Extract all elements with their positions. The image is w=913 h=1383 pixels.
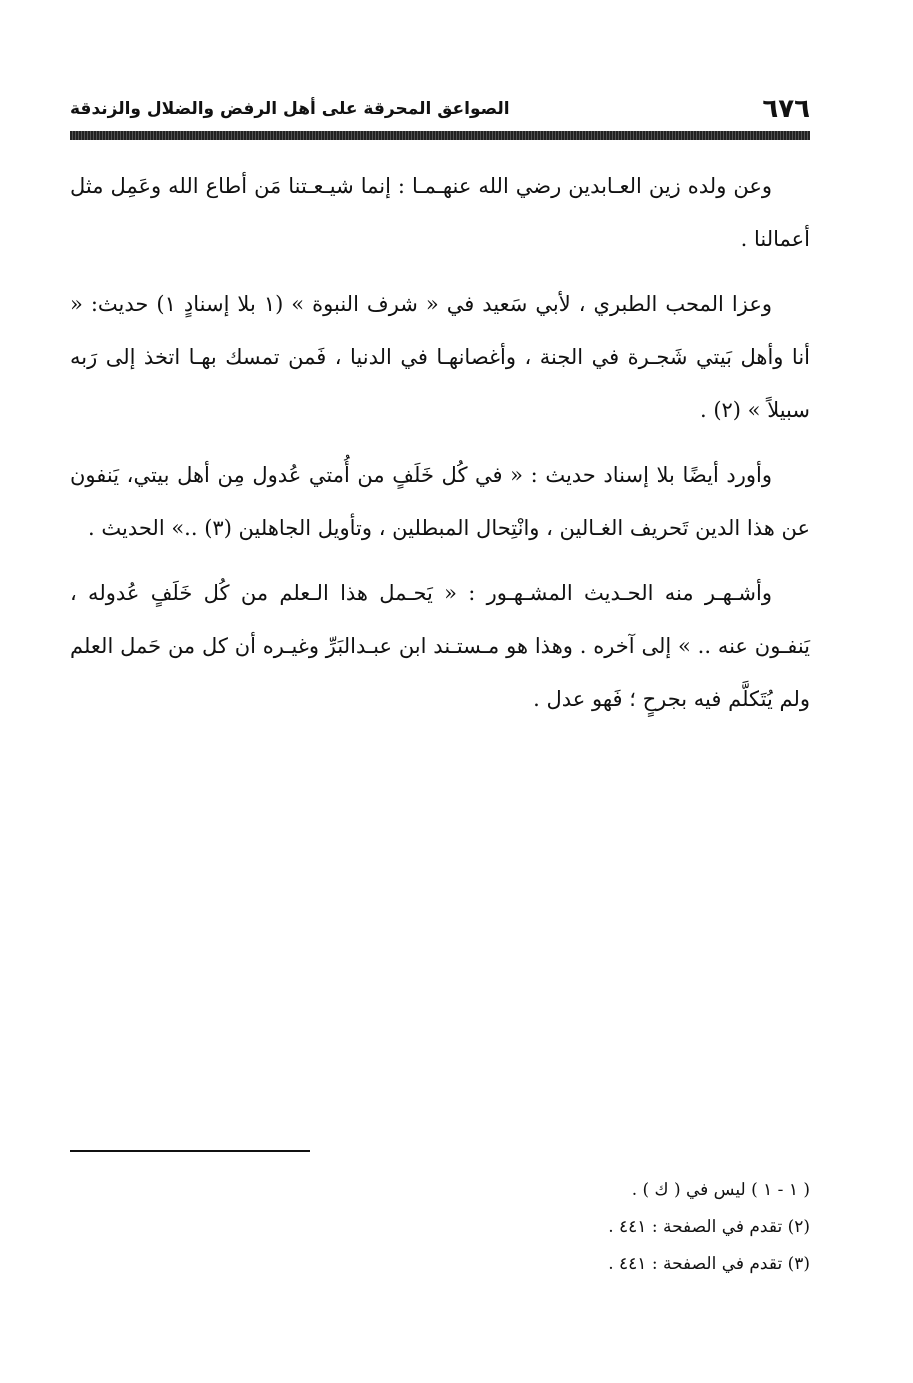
footnote-3: (٣) تقدم في الصفحة : ٤٤١ . — [608, 1254, 810, 1274]
page-header — [70, 88, 810, 124]
footnote-1: ( ١ - ١ ) ليس في ( ك ) . — [631, 1180, 810, 1200]
footnote-rule — [70, 1150, 310, 1152]
paragraph-udul-hadith: وأورد أيضًا بلا إسناد حديث : « في كُل خَلَفٍ من أُمتي عُدول مِن أهل بيتي، يَنفون عن هذا الدين تَحريف الغـالين ، وانْتِحال المبطلين ، وتأويل الجاهلين (٣) ..» الحديث . — [70, 463, 810, 540]
paragraph-tabari-hadith: وعزا المحب الطبري ، لأبي سَعيد في « شرف النبوة » (١ بلا إسنادٍ ١) حديث: « أنا وأهل بَيتي شَجـرة في الجنة ، وأغصانهـا في الدنيا ، فَمن تمسك بهـا اتخذ إلى رَبه سبيلاً » (٢) . — [70, 292, 810, 422]
footnotes — [70, 1172, 810, 1283]
footnote-2: (٢) تقدم في الصفحة : ٤٤١ . — [608, 1217, 810, 1237]
paragraph-zain-al-abidin: وعن ولده زين العـابدين رضي الله عنهـمـا : إنما شيـعـتنا مَن أطاع الله وعَمِل مثل أعمالنا . — [70, 174, 810, 251]
paragraph-famous-hadith: وأشـهـر منه الحـديث المشـهـور : « يَحـمل هذا الـعلم من كُل خَلَفٍ عُدوله ، يَنفـون عنه .. » إلى آخره . وهذا هو مـستـند ابن عبـدالبَرِّ وغيـره أن كل من حَمل العلم ولم يُتَكلَّم فيه بجرحٍ ؛ فَهو عدل . — [70, 581, 810, 711]
running-title: الصواعق المحرقة على أهل الرفض والضلال والزندقة — [70, 99, 510, 119]
header-rule — [70, 131, 810, 140]
body-text — [70, 160, 810, 738]
page-number: ٦٧٦ — [762, 94, 810, 124]
book-page — [70, 0, 810, 1383]
